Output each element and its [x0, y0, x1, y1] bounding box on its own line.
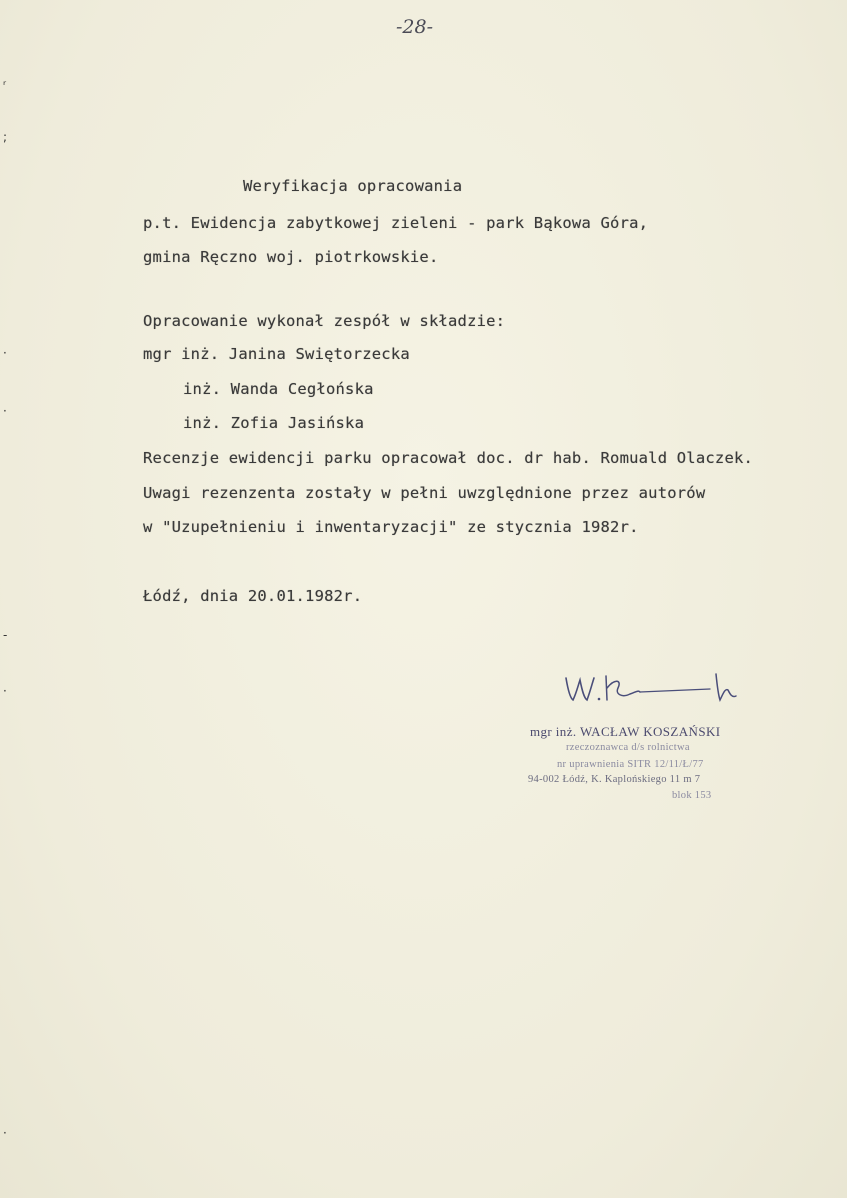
- margin-mark: -: [3, 628, 8, 642]
- team-member-2: inż. Wanda Cegłońska: [183, 380, 374, 398]
- signature: [560, 668, 750, 708]
- margin-mark: ·: [3, 404, 7, 418]
- subject-line-1: p.t. Ewidencja zabytkowej zieleni - park Bąkowa Góra,: [143, 214, 649, 232]
- stamp-line-1: rzeczoznawca d/s rolnictwa: [566, 742, 690, 753]
- stamp-name: mgr inż. WACŁAW KOSZAŃSKI: [530, 724, 721, 739]
- page-number: -28-: [396, 16, 434, 38]
- review-line-1: Recenzje ewidencji parku opracował doc. dr hab. Romuald Olaczek.: [143, 449, 754, 467]
- margin-mark: ·: [3, 1126, 7, 1140]
- margin-mark: ·: [3, 346, 7, 360]
- subject-line-2: gmina Ręczno woj. piotrkowskie.: [143, 248, 439, 266]
- margin-mark: ʳ: [3, 78, 7, 92]
- stamp-line-4: blok 153: [672, 790, 712, 801]
- team-intro-line: Opracowanie wykonał zespół w składzie:: [143, 312, 506, 330]
- margin-mark: ;: [3, 130, 8, 144]
- date-line: Łódź, dnia 20.01.1982r.: [143, 587, 363, 605]
- margin-mark: ·: [3, 684, 7, 698]
- team-member-1: mgr inż. Janina Swiętorzecka: [143, 345, 410, 363]
- team-member-3: inż. Zofia Jasińska: [183, 414, 365, 432]
- review-line-3: w "Uzupełnieniu i inwentaryzacji" ze stycznia 1982r.: [143, 518, 639, 536]
- review-line-2: Uwagi rezenzenta zostały w pełni uwzględnione przez autorów: [143, 484, 706, 502]
- stamp-line-3: 94-002 Łódź, K. Kaplońskiego 11 m 7: [528, 774, 701, 785]
- stamp-line-2: nr uprawnienia SITR 12/11/Ł/77: [557, 759, 704, 770]
- title-line: Weryfikacja opracowania: [243, 177, 463, 195]
